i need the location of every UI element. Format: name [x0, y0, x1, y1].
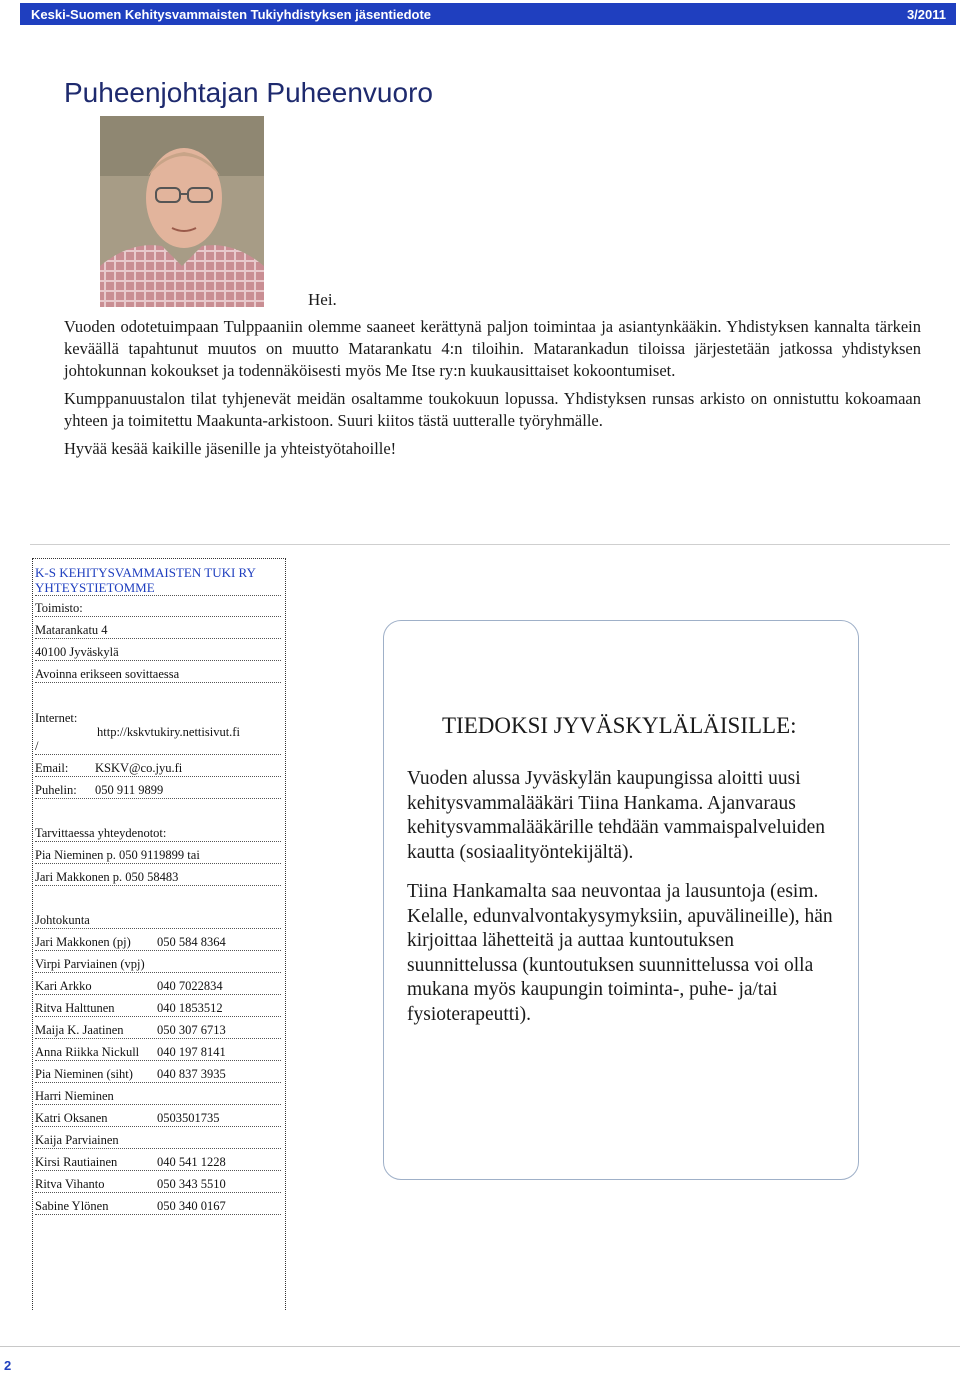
notice-title: TIEDOKSI JYVÄSKYLÄLÄISILLE:: [442, 713, 797, 738]
contact-panel: [32, 558, 286, 1310]
board-member-name: Pia Nieminen (siht): [35, 1067, 133, 1081]
phone-value: 050 911 9899: [95, 783, 164, 797]
notice-body: [407, 767, 847, 1042]
board-member-name: Virpi Parviainen (vpj): [35, 957, 145, 971]
contact-needs-line: Pia Nieminen p. 050 9119899 tai: [35, 848, 281, 864]
issue-number: 3/2011: [906, 7, 946, 22]
internet-slash: /: [35, 739, 281, 755]
board-member-name: Kirsi Rautiainen: [35, 1155, 118, 1169]
article-paragraph: Hyvää kesää kaikille jäsenille ja yhteistyötahoille!: [64, 439, 397, 458]
board-member-name: Kari Arkko: [35, 979, 92, 993]
notice-paragraph: Vuoden alussa Jyväskylän kaupungissa aloitti uusi kehitysvammalääkäri Tiina Hankama. Ajanvaraus kehitysvammalääkärille tehdään vammaispalveluiden kautta (sosiaalityöntekijältä).: [407, 768, 826, 863]
footer-divider: [0, 1346, 960, 1347]
website-link[interactable]: http://kskvtukiry.nettisivut.fi: [97, 725, 240, 739]
board-member: [35, 979, 281, 995]
board-member: [35, 1089, 281, 1105]
article-title: Puheenjohtajan Puheenvuoro: [64, 77, 433, 108]
contact-needs-label: Tarvittaessa yhteydenotot:: [35, 826, 281, 842]
article-body: [64, 316, 921, 466]
board-member-name: Sabine Ylönen: [35, 1199, 109, 1213]
board-member-phone: 040 541 1228: [157, 1155, 226, 1169]
board-member: [35, 1177, 281, 1193]
board-member: [35, 1045, 281, 1061]
board-member-phone: 0503501735: [157, 1111, 220, 1125]
notice-box: [383, 620, 859, 1180]
board-member: [35, 1001, 281, 1017]
board-member-phone: 050 343 5510: [157, 1177, 226, 1191]
office-postal: 40100 Jyväskylä: [35, 645, 281, 661]
contact-heading: K-S KEHITYSVAMMAISTEN TUKI RY YHTEYSTIETOMME: [35, 565, 281, 596]
newsletter-header-bar: [20, 3, 956, 25]
email-row: [35, 761, 281, 777]
board-member-name: Ritva Halttunen: [35, 1001, 115, 1015]
board-member: [35, 1067, 281, 1083]
board-member: [35, 1199, 281, 1215]
board-member: [35, 1155, 281, 1171]
article-paragraph: Kumppanuustalon tilat tyhjenevät meidän osaltamme toukokuun lopussa. Yhdistyksen runsas arkisto on onnistuttu kokoamaan yhteen ja toimitettu Maakunta-arkistoon. Suuri kiitos tästä uutteralle työryhmälle.: [64, 389, 921, 430]
email-link[interactable]: KSKV@co.jyu.fi: [95, 761, 183, 775]
board-member: [35, 1023, 281, 1039]
board-member-phone: 050 340 0167: [157, 1199, 226, 1213]
board-member-phone: 050 584 8364: [157, 935, 226, 949]
office-label: Toimisto:: [35, 601, 281, 617]
board-member-name: Jari Makkonen (pj): [35, 935, 131, 949]
article-paragraph: Vuoden odotetuimpaan Tulppaaniin olemme saaneet kerättynä paljon toimintaa ja asiantynkääkin. Yhdistyksen kannalta tärkein keväällä tapahtunut muutos on muutto Matarankatu 4:n tiloihin. Matarankadun tiloissa järjestetään jatkossa yhdistyksen johtokunnan kokoukset ja todennäköisesti myös Me Itse ry:n kuukausittaiset kokoontumiset.: [64, 317, 921, 380]
board-member-name: Katri Oksanen: [35, 1111, 108, 1125]
board-member-phone: 050 307 6713: [157, 1023, 226, 1037]
board-member-phone: 040 837 3935: [157, 1067, 226, 1081]
internet-label: Internet:: [35, 711, 78, 725]
board-member-phone: 040 7022834: [157, 979, 223, 993]
contact-needs-line: Jari Makkonen p. 050 58483: [35, 870, 281, 886]
page-number: 2: [4, 1358, 12, 1373]
board-member-name: Harri Nieminen: [35, 1089, 114, 1103]
phone-row: [35, 783, 281, 799]
board-member: [35, 1111, 281, 1127]
board-member: [35, 935, 281, 951]
board-member-phone: 040 197 8141: [157, 1045, 226, 1059]
email-label: Email:: [35, 761, 69, 775]
opening-hours: Avoinna erikseen sovittaessa: [35, 667, 281, 683]
greeting: Hei.: [308, 290, 337, 309]
section-divider: [30, 544, 950, 545]
notice-paragraph: Tiina Hankamalta saa neuvontaa ja lausuntoja (esim. Kelalle, edunvalvontakysymyksiin, apuvälineille), hän kirjoittaa lähetteitä ja auttaa kuntoutuksen suunnittelussa (kuntoutuksen suunnittelussa voi olla mukana myös kaupungin toiminta-, puhe- ja/tai fysioterapeutti).: [407, 881, 833, 1025]
board-member: [35, 957, 281, 973]
newsletter-title: Keski-Suomen Kehitysvammaisten Tukiyhdistyksen jäsentiedote: [31, 7, 432, 22]
board-member-name: Maija K. Jaatinen: [35, 1023, 124, 1037]
board-member-name: Kaija Parviainen: [35, 1133, 119, 1147]
board-member-name: Anna Riikka Nickull: [35, 1045, 140, 1059]
board-member: [35, 1133, 281, 1149]
phone-label: Puhelin:: [35, 783, 77, 797]
board-member-phone: 040 1853512: [157, 1001, 223, 1015]
board-label: Johtokunta: [35, 913, 281, 929]
chairman-photo: [100, 116, 264, 307]
board-member-name: Ritva Vihanto: [35, 1177, 105, 1191]
office-street: Matarankatu 4: [35, 623, 281, 639]
